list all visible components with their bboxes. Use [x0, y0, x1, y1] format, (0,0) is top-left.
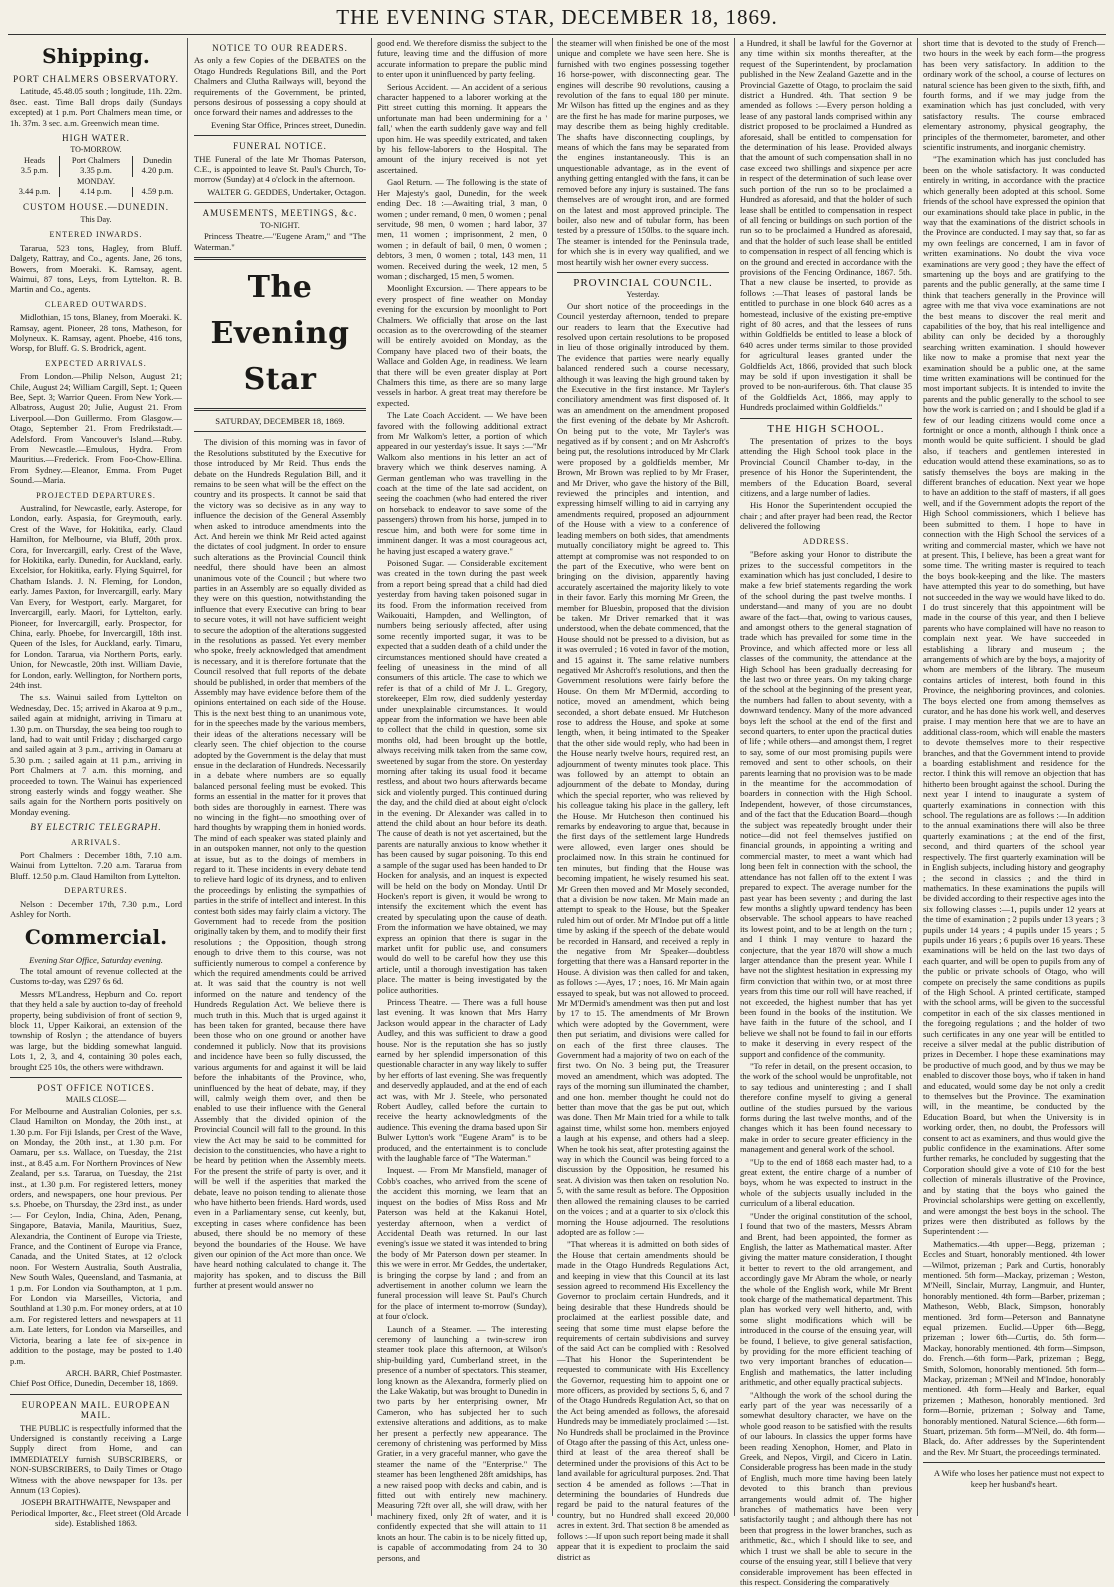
monday-label: MONDAY.: [77, 176, 115, 186]
tide-row: [10, 187, 182, 197]
prizes-text: Mathematics.—4th upper—Begg, prizeman ; Eccles and Stuart, honorably mentioned. 4th lower—Wilmot, prizeman ; Park and Curtis, honorably mentioned. 5th form—Mackay, prizeman ; Weston, M'Neill, Sinclair, Murray, Langmuir, and Hunter, honorably mentioned. 4th form—Barber, prizeman ; Matheson, Webb, Black, Simpson, honorably mentioned. 3rd form—Peterson and Bannatyne equal prizemen. Euclid.—Upper 6th—Begg, prizeman ; lower 6th—Curtis, do. 5th form—Mackay, honorably mentioned. 4th form—Simpson, do. French.—6th form—Park, prizeman ; Begg, Smith, Solomon, honorably mentioned. 5th form—Mackay, prizeman ; M'Neil and M'Indoe, honorably mentioned. 4th form—Healy and Barker, equal prizemen ; Matheson, honorably mentioned. 3rd form—Bornie, prizeman ; Solway and Tame, honorably mentioned. Natural Science.—6th form—Stuart, prizeman. 5th form—M'Neil, do. 4th form—Black, do. After addresses by the Superintendent and the Rev. Mr Stuart, the proceedings terminated.: [923, 1238, 1105, 1457]
european-mail-title: EUROPEAN MAIL. EUROPEAN MAIL.: [21, 1399, 171, 1421]
amusements-title: AMUSEMENTS, MEETINGS, &c.: [202, 208, 358, 219]
funeral-text: THE Funeral of the late Mr Thomas Paterson, C.E., is appointed to leave St. Paul's Church, To-morrow (Sunday) at 4 o'clock in the afternoon.: [194, 153, 366, 185]
entered-inwards-label: ENTERED INWARDS.: [49, 230, 143, 240]
expected-arrivals-text: From London.—Philip Nelson, August 21; Chile, August 24; William Cargill, Sept. 1; Queen Bee, Sept. 3; Warrior Queen. From New York.—Albatross, August 20; Julie, August 21. From Liverpool.—Don Guillermo. From Glasgow.—Otago, September 21. From Fredrikstadt.—Adelsford. From Vancouver's Island.—Ruby. From Newcastle.—Emulous, Hydra. From Mauritius.—Frederick. From Foo-Chow-Ellina. From Sydney.—Eleanor, Emma. From Puget Sound.—Maria.: [10, 371, 182, 486]
column-6: [923, 38, 1105, 1516]
tonight-label: TO-NIGHT.: [260, 220, 300, 230]
divider: [194, 408, 366, 411]
column-3: good end. We therefore dismiss the subject to the future, leaving time and the diffusion of more accurate information to prepare the public mind to enter upon it uninfluenced by party feeling. Serious Accident. — An accident of a serious character happened to a laborer working at the Pitt street cutting this morning. It appears the unfortunate man had been undermining for a ' fall,' when the earth suddenly gave way and fell upon him. He was speedily extricated, and taken by his fellow-laborers to the Hospital. The amount of the injury received is not yet ascertained. Gaol Return. — The following is the state of Her Majesty's gaol, Dunedin, for the week ending Dec. 18 :—Awaiting trial, 3 man, 0 women ; under remand, 0 men, 0 women ; penal servitude, 98 men, 0 women ; hard labor, 37 men, 11 women ; imprisonment, 2 men, 0 women ; in default of bail, 0 men, 0 women ; debtors, 3 men, 0 women ; total, 143 men, 11 women. Received during the week, 12 men, 5 woman ; discharged, 15 men, 5 women. Moonlight Excursion. — There appears to be every prospect of fine weather on Monday evening for the excursion by moonlight to Port Chalmers. We officially that arose on the last occasion as to the overcrowding of the steamer will be entirely avoided on Monday, as the Company have placed two of their boats, the Wallace and Golden Age, in readiness. We learn that there will be even greater display at Port Chalmers this time, as there are so many large vessels in harbor. A great treat may therefore be expected. The Late Coach Accident. — We have been favored with the following additional extract from Mr Walkom's letter, a portion of which appeared in our yesterday's issue. It says :—"Mr Walkom also mentions in his letter an act of bravery which we think deserves naming. A German gentleman who was travelling in the coach at the time of the late sad accident, on seeing the coachmen (who had entered the river on horseback to endeavor to save some of the passengers) thrown from his horse, jumped in to rescue him, and both were for some time in imminent danger. It was a most courageous act, he having just escaped a watery grave." Poisoned Sugar. — Considerable excitement was created in the town during the past week from a report being spread that a child had died yesterday from having taken poisoned sugar in its food. From the information received from Waikouaiti, Hampden, and Wellington, of numbers being seriously affected, after using some recently imported sugar, it was to be expected that a sudden death of a child under the circumstances mentioned should have created a feeling of uneasiness in the mind of all consumers of this article. The case to which we refer is that of a child of Mr J. L. Gregory, storekeeper, Elm row, died suddenly yesterday under unexplainable circumstances. It would appear from the information we have been able to collect that the child in question, some six months old, had been brought up the bottle, always receiving milk taken from the same cow, sweetened by sugar from the store. On yesterday morning after taking its usual food it became restless, and about two hours afterwards became sick and violently purged. This continued during the day, and the child died at about eight o'clock in the evening. Dr Alexander was called in to attend the child about an hour before its death. The cause of death is not yet ascertained, but the parents are naturally anxious to know whether it has been caused by sugar poisoning. To this end a sample of the sugar used has been handed to Dr Hocken for analysis, and an inquest is expected will be held on the body on Monday. Until Dr Hocken's report is given, it would be wrong to intensify the excitement which the event has created by speculating upon the cause of death. From the information we have obtained, we may express an opinion that there is sugar in the market unfit for public use, and consumers would do well to be careful how they use this article, until a thorough investigation has taken place. The matter is being investigated by the police authorities. Princess Theatre. — There was a full house last evening. It was known that Mrs Harry Jackson would appear in the character of Lady Audley, and this was sufficient to draw a good house. Nor is the reputation she has so justly earned by her splendid impersonation of this questionable character in any way likely to suffer by her efforts of last evening. She was frequently and deservedly applauded, and at the end of each act was, with Mr J. Steele, who personated Robert Audley, called before the curtain to receive the hearty acknowledgments of the audience. This evening the drama based upon Sir Bulwer Lytton's work "Eugene Aram" is to be produced, and the entertainment is to conclude with the laughable farce of "The Waterman." Inquest. — From Mr Mansfield, manager of Cobb's coaches, who arrived from the scene of the accident this morning, we learn that an inquest on the bodies of Miss Ross and Mr Paterson was held at the Kakanui Hotel, yesterday afternoon, when a verdict of Accidental Death was returned. In our last evening's issue we stated it was intended to bring the body of Mr Paterson down per steamer. In this we were in error. Mr Geddes, the undertaker, is bringing the corpse by land ; and from an advertisement in another column we learn the funeral procession will leave St. Paul's Church for the place of interment to-morrow (Sunday), at four o'clock. Launch of a Steamer. — The interesting ceremony of launching a twin-screw iron steamer took place this afternoon, at Wilson's ship-building yard, Cumberland street, in the presence of a number of spectators. This steamer, long known as the Alexandra, formerly plied on the Lake Wakatip, but was brought to Dunedin in two parts by her enterprising owner, Mr Cameron, who has subjected her to such extensive alterations and additions, as to make her present a perfectly new appearance. The ceremony of christening was performed by Miss Gratier, in a very graceful manner, who gave the steamer the name of the "Enterprise." The steamer has been lengthened 28ft amidships, has a new raised poop with decks and cabin, and is fitted out with entirely new machinery. Measuring 72ft over all, she will draw, with her machinery fixed, only 2ft of water, and it is confidently expected that she will attain to 11 knots an hour. The cabin is to be nicely fitted up, is capable of accommodating from 24 to 30 persons, and: [377, 38, 548, 1563]
notice-text: As only a few Copies of the DEBATES on the Otago Hundreds Regulations Bill, and the Port Chalmers and Clutha Railways will, beyond the requirements of the Government, be printed, persons desirous of possessing a copy should at once forward their names and addresses to the: [194, 55, 366, 118]
column-rule: [552, 38, 553, 1516]
commercial-text: The total amount of revenue collected at the Customs to-day, was £297 6s 6d.: [10, 965, 182, 987]
inquest-title: Inquest.: [387, 1165, 415, 1176]
high-school-intro: The presentation of prizes to the boys attending the High School took place in the Provincial Council Chamber to-day, in the presence of his Honor the Superintendent, the members of the Education Board, several citizens, and a large number of ladies.: [740, 436, 912, 499]
editorial-continued: good end. We therefore dismiss the subject to the future, leaving time and the diffusion of more accurate information to prepare the public mind to enter upon it uninfluenced by party feeling.: [377, 38, 547, 80]
notice-title: NOTICE TO OUR READERS.: [212, 43, 348, 53]
observatory-text: Latitude, 45.48.05 south ; longitude, 11h. 22m. 8sec. east. Time Ball drops daily (Sundays excepted) at 1 p.m. Port Chalmers mean time, or 1h. 37m. 3 sec. a.m. Greenwich mean time.: [10, 86, 182, 128]
sugar-title: Poisoned Sugar.: [387, 557, 445, 568]
notice-signature: Evening Star Office, Princes street, Dunedin.: [211, 119, 366, 130]
tide-cell: 4.20 p.m.: [132, 166, 182, 176]
masthead-title: THE EVENING STAR, DECEMBER 18, 1869.: [336, 5, 778, 29]
address-text: "The examination which has just concluded has been on the whole satisfactory. It was conducted entirely in writing, in accordance with the practice which generally been adopted at this school. Some friends of the school have expressed the opinion that our examinations should take place in public, in the way that the examinations of the district schools in the Province are conducted. I may say that, so far as my own feelings are concerned, I am in favor of written examinations. No doubt the viva voce examinations are very good ; they have the effect of smartening up the boys and are gratifying to the parents and the public generally, at the same time I think that teachers generally in the Province will agree with me that viva voce examinations are not the best means to discover the real merit and capabilities of the boy, that his real intelligence and ability can only be decided by a thoroughly searching written examination. I should however like now to make a promise that next year the examination should be a public one, at the same time written examinations will be continued for the most important subjects. It is intended to invite the parents and the public generally to the school to see how the work is carried on ; and I should be glad if a few of our leading citizens would come once a fortnight or once a month, although I think once a month would be quite sufficient. I should be glad also, if teachers and gentlemen interested in education would attend these examinations, so as to satisfy themselves the boys are making in the different branches of education. Next year we hope to have an addition to the staff of masters, if all goes well, and if the Government adopts the report of the High School commissioners, which I believe has been submitted to them. I hope to have in connection with the High School the services of a writing and commercial master, which we have not at present. This, I believe, has been a great want for some time. The writing master is required to teach the boys book-keeping and the like. The masters have attempted this year to do something, but have not succeeded in the way we would have liked to do. I do trust sincerely that this appointment will be made in the course of this year, and then I believe parents who have complained will have no reason to complain next year. We have succeeded in establishing a library and museum ; the arrangements of which are by the boys, a majority of whom are members of the library. The museum contains articles of interest, both found in this Province, the neighboring provinces, and colonies. The boys elected one from among themselves as curator, and he has done his work well, and deserves praise. I may mention here that we are to have an additional class-room, which will enable the masters to devote themselves more to their respective branches, and that the Government intend to provide a boarding establishment and residence for the rector. I think this will remove an objection that has hitherto been brought against the school. During the next year I intend to inaugurate a system of quarterly examinations in connection with this school. The regulations are as follows :—In addition to the annual examinations there will also be three quarterly examinations ; at the end of the first, second, and third quarters of the school year respectively. The first quarterly examination will be in English subjects, including history and geography ; the second in classics ; and the third in mathematics. In these examinations the pupils will be divided according to their respective ages into the six following classes :—1, pupils under 12 years at the time of examination ; 2 pupils under 13 years ; 3 pupils under 14 years ; 4 pupils under 15 years ; 5 pupils under 16 years ; 6 pupils over 16 years. These examinations will be held on the last two days of each quarter, and will be open to pupils from any of the public or private schools of Otago, who will compete on precisely the same conditions as pupils of the High School. A printed certificate, stamped with the school arms, will be given to the successful competitor in each of the six classes mentioned in the foregoing regulations ; and the holder of two such certificates in any one year will be entitled to receive a silver medal at the public distribution of prizes in December. I hope these examinations may be productive of much good, and by thus we may be enabled to discover those boys, who if taken in hand and educated, would some day be not only a credit to themselves but the Province. The examination will, in the meantime, be conducted by the Education Board, but when the University is in working order, then, no doubt, the Professors will consent to act as examiners, and thus would give the public confidence in the examinations. After some further remarks, he concluded by suggesting that the Corporation should give a vote of £10 for the best collection of minerals illustrative of the Province, and by stating that the boys who gained the Provincial scholarships were getting on excellently, and were amongst the best boys in the school. The prizes were then distributed as follows by the Superintendent :—: [923, 154, 1105, 1237]
this-day-label: This Day.: [80, 214, 112, 224]
column-4: [557, 38, 729, 1562]
high-water-title: HIGH WATER.: [62, 133, 130, 144]
divider: [923, 1462, 1105, 1463]
cleared-outwards-label: CLEARED OUTWARDS.: [44, 299, 148, 309]
accident-text: An accident of a serious character happened to a laborer working at the Pitt street cutting this morning. It appears the unfortunate man had been undermining for a ' fall,' when the earth suddenly gave way and fell upon him. He was speedily extricated, and taken by his fellow-laborers to the Hospital. The amount of the injury received is not yet ascertained.: [377, 81, 548, 175]
divider: [10, 1394, 182, 1395]
launch-continued: the steamer will when finished be one of the most unique and complete we have seen here. She is furnished with two engines possessing together 16 horse-power, with disconnecting gear. The engines will describe 90 revolutions, causing a revolution of the fans to equal 180 per minute. Mr Wilson has fitted up the engines and as they are the first he has made for marine purposes, we may describe them as being highly creditable. The shafts have disconnecting couplings, by means of which the fans may be separated from the engines instantaneously. This is an unquestionable advantage, as in the event of anything getting entangled with the fans, it can be removed before any injury is sustained. The fans themselves are of wrought iron, and are formed on the latest and most approved principle. The boiler, also new and of tubular form, has been tested by a pressure of 150lbs. to the square inch. The steamer is intended for the Peninsula trade, for which she is in every way qualified, and we most heartily wish her owner every success.: [557, 38, 729, 267]
resolution-text: "That whereas it is admitted on both sides of the House that certain amendments should be made in the Otago Hundreds Regulations Act, and keeping in view that this Council at its last session agreed to recommend His Excellency the Governor to proclaim certain Hundreds, and it being desirable that these Hundreds should be proclaimed at the earliest possible date, and seeing that some time must elapse before the requirements of certain subdivisions and survey of the said Act can be complied with : Resolved—That his Honor the Superintendent be requested to communicate with His Excellency the Governor, requesting him to appoint one or more officers, as provided by sections 5, 6, and 7 of the Otago Hundreds Regulation Act, so that on the Act being amended as follows, the aforesaid Hundreds may be immediately proclaimed :—1st. No Hundreds shall be proclaimed in the Province of Otago after the passing of this Act, unless one-third at least of the area thereof shall be determined under the provisions of this Act to be land available for agricultural purposes. 2nd. That section 4 be amended as follows :—That in determining the boundaries of Hundreds due regard be paid to the natural features of the country, but no Hundred shall exceed 20,000 acres in extent. 3rd. That section 8 be amended as follows :—If upon such report being made it shall appear that it is expedient to proclaim the said district as: [557, 1239, 729, 1562]
moonlight-title: Moonlight Excursion.: [387, 283, 464, 294]
cleared-outwards-text: Midlothian, 15 tons, Blaney, from Moeraki. K. Ramsay, agent. Pioneer, 28 tons, Matheson, for Molyneux. K. Ramsay, agent. Phoebe, 416 tons, Worsp, for Bluff. G. S. Brodrick, agent.: [10, 312, 182, 354]
tide-cell: 3.5 p.m.: [20, 166, 49, 176]
accident-title: Serious Accident.: [387, 81, 449, 92]
coach-text: We have been favored with the following additional extract from Mr Walkom's letter, a portion of which appeared in our yesterday's issue. It says :—"Mr Walkom also mentions in his letter an act of bravery which we think deserves naming. A German gentleman who was travelling in the coach at the time of the late sad accident, on seeing the coachmen (who had entered the river on horseback to endeavor to save some of the passengers) thrown from his horse, jumped in to rescue him, and both were for some time in imminent danger. It was a most courageous act, he having just escaped a watery grave.": [377, 410, 547, 556]
address-text: "Up to the end of 1868 each master had, to a great extent, the entire charge of a number of boys, whom he was expected to instruct in the whole of the subjects usually included in the curriculum of a liberal education.: [740, 1156, 912, 1209]
dateline: SATURDAY, DECEMBER 18, 1869.: [215, 415, 345, 426]
divider: [557, 272, 729, 273]
top-rule: [8, 34, 1106, 35]
section-commercial-title: Commercial.: [24, 925, 168, 950]
divider: [194, 431, 366, 432]
divider: [10, 1077, 182, 1078]
gaol-text: The following is the state of Her Majesty's gaol, Dunedin, for the week ending Dec. 18 :—Awaiting trial, 3 man, 0 women ; under remand, 0 men, 0 women ; penal servitude, 98 men, 0 women ; hard labor, 37 men, 11 women ; imprisonment, 2 men, 0 women ; in default of bail, 0 men, 0 women ; debtors, 3 men, 0 women ; total, 143 men, 11 women. Received during the week, 12 men, 5 woman ; discharged, 15 men, 5 women.: [377, 177, 547, 281]
observatory-title: PORT CHALMERS OBSERVATORY.: [13, 74, 179, 84]
divider: [194, 257, 366, 260]
launch-title: Launch of a Steamer.: [387, 1323, 472, 1334]
moonlight-text: There appears to be every prospect of fine weather on Monday evening for the excursion by moonlight to Port Chalmers. We officially that arose on the last occasion as to the overcrowding of the steamer will be entirely avoided on Monday, as the Company have placed two of their boats, the Wallace and Golden Age, in readiness. We learn that there will be even greater display at Port Chalmers this time, as there are so many large vessels in harbor. A great treat may therefore be expected.: [377, 283, 547, 408]
nameplate: The Evening Star: [210, 269, 350, 397]
column-5: [740, 38, 912, 1587]
address-text: "To refer in detail, on the present occasion, to the work of the school would be unprofitable, not to say tedious and uninteresting ; and I shall therefore confine myself to giving a general outline of the studies pursued by the various forms during the last twelve months, and of the changes which it has been found necessary to make in order to secure greater efficiency in the management and general work of the school.: [740, 1061, 912, 1155]
departures-text: Nelson : December 17th, 7.30 p.m., Lord Ashley for North.: [10, 898, 182, 920]
arrivals-label: ARRIVALS.: [71, 837, 121, 847]
address-text: "Before asking your Honor to distribute the prizes to the successful competitors in the examination which has just concluded, I desire to make a few brief statements regarding the work of the school during the past twelve months. I understand—and many of you are no doubt aware of the fact—that, owing to various causes, and amongst others to the general stagnation of trade which has prevailed for some time in the Province, and which affected more or less all classes of the community, the attendance at the High School has been gradually decreasing for the last two or three years. On my taking charge of the school at the beginning of the present year, the numbers had fallen to about seventy, with a downward tendency. Many of the more advanced boys left the school at the end of the first and second quarters, to enter upon the practical duties of life ; while others—and amongst them, I regret to say, some of our most promising pupils were removed and sent to other schools, on their parents learning that no provision was to be made in the meantime for the accommodation of boarders in connection with the High School. Independent, however, of those circumstances, and of the fact that the Education Board—though the subject was repeatedly brought under their notice—did not feel themselves justified on financial grounds, in appointing a writing and commercial master, to meet a want which had long been felt in connection with the school, the attendance has not fallen off to the extent I was prepared to expect. The average number for the past year has been seventy ; and during the last few months a slightly upward tendency has been observable. The school appears to have reached its lowest point, and to be at length on the turn ; and I think I may venture to hazard the conjecture, that the year 1870 will show a much larger attendance than the present year. While I have not the slightest hesitation in expressing my firm conviction that within two, or at most three years from this time our roll will have reached, if not exceeded, the highest number that has yet been found in the books of the institution. We have faith in the future of the school, and I believe we shall not be found to fail in our efforts to make it deserving in every respect of the support and confidence of the community.: [740, 549, 912, 1059]
post-signature-date: Chief Post Office, Dunedin, December 18, 1869.: [10, 1378, 178, 1389]
high-school-intro: His Honor the Superintendent occupied the chair ; and after prayer had been read, the Rector delivered the following: [740, 500, 912, 532]
column-2: [194, 38, 366, 1516]
entered-inwards-text: Tararua, 523 tons, Hagley, from Bluff. Dalgety, Rattray, and Co., agents. Jane, 26 tons, Bowers, from Moeraki. K. Ramsay, agent. Waimui, 87 tons, Leys, from Lyttelton. R. B. Martin and Co., agents.: [10, 242, 182, 295]
tide-cell: 4.14 p.m.: [60, 187, 133, 197]
tide-cell: 3.44 p.m.: [18, 187, 51, 197]
divider: [194, 202, 366, 203]
customs-title: CUSTOM HOUSE.—DUNEDIN.: [22, 202, 170, 213]
council-title: PROVINCIAL COUNCIL.: [573, 276, 713, 289]
post-office-title: POST OFFICE NOTICES.: [37, 1082, 155, 1093]
column-rule: [917, 38, 918, 1516]
funeral-title: FUNERAL NOTICE.: [233, 141, 327, 152]
tide-header-row: [10, 156, 182, 166]
european-mail-text: THE PUBLIC is respectfully informed that the Undersigned is constantly receiving a Large Supply direct from Home, and can IMMEDIATELY furnish SUBSCRIBERS, or NON-SUBSCRIBERS, to Daily Times or Otago Witness with the above newspaper for 13s. per Annum (13 Copies).: [10, 1422, 182, 1495]
tide-header: Heads: [24, 155, 45, 165]
mails-close-label: MAILS CLOSE—: [65, 1095, 127, 1105]
departures-label: DEPARTURES.: [64, 886, 128, 896]
high-school-title: THE HIGH SCHOOL.: [767, 422, 885, 435]
amusements-text: Princess Theatre.—"Eugene Aram," and "The Waterman.": [194, 231, 366, 252]
tide-header: Dunedin: [132, 156, 182, 166]
resolution-continued: a Hundred, it shall be lawful for the Governor at any time within six months thereafter, at the request of the Superintendent, by proclamation published in the New Zealand Gazette and in the Provincial Gazette of Otago, to proclaim the said district a Hundred. 4th. That section 9 be amended as follows :—Every person holding a lease of any pastoral lands comprised within any district proposed to be proclaimed a Hundred as aforesaid, shall be entitled to compensation for the determination of his lease. Provided always that the amount of such compensation shall in no case exceed two shillings and sixpence per acre in respect of the determination of such lease over such portion of the run so to be proclaimed a Hundred as aforesaid, and that the holder of such lease shall be entitled to compensation in respect of all fencing or buildings on such portion of the run so to be proclaimed a Hundred as aforesaid, and that the holder of such lease shall be entitled to compensation in respect of all fencing which is on the ground and erected in accordance with the provisions of the Fencing Ordinance, 1867. 5th. That a new clause be inserted, to provide as follows :—That leases of pastoral lands be entitled to purchase in one block 640 acres as a homestead, inclusive of the existing pre-emptive right of 80 acres, and that the lessees of runs within Goldfields be entitled to lease a block of 640 acres under terms similar to those provided for agricultural leases granted under the Goldfields Act, 1866, provided that such block may be sold if upon investigation it shall be proved to be non-auriferous. 6th. That clause 35 of the Goldfields Act, 1866, may apply to Hundreds proclaimed within Goldfields.": [740, 38, 912, 413]
tide-day-row: [10, 177, 182, 187]
expected-arrivals-label: EXPECTED ARRIVALS.: [45, 358, 147, 368]
council-text: Our short notice of the proceedings in the Council yesterday afternoon, tended to prepare our readers to learn that the Executive had resolved upon certain resolutions to be proposed in lieu of those originally introduced by them. The evidence that parties were nearly equally balanced rendered such a course necessary, although it was leaving the high ground taken by the Executive in the first instance. Mr Tayler's conciliatory amendment was first disposed of. It was an amendment on the amendment proposed the first evening of the debate by Mr Ashcroft. On being put to the vote, Mr Tayler's was negatived as if by consent ; and on Mr Ashcroft's being put, the resolutions introduced by Mr Clark were proposed by a goldfields member, Mr Brown, Mr Brown was replied to by Mr Fraser, and Mr Driver, who gave the history of the Bill, reviewed the principles and intention, and expressing himself willing to aid in carrying any amendments required, proposed an adjournment of the House with a view to a conference of leading members on both sides, that amendments mutually conciliatory might be agreed to. This attempt at compromise was not responded to on the part of the Executive, who were bent on bringing on the division, apparently having accurately ascertained the majority likely to vote in their favor. Early this morning Mr Green, the member for Bluesbin, proposed that the division be taken. Mr Driver remarked that it was understood, when the debate commenced, that the House should not be pressed to a division, but as it was overruled ; 16 voted in favor of the motion, and 15 against it. The same relative numbers negatived Mr Ashcroft's resolutions, and then the Government resolutions were fairly before the House. On them Mr M'Dermid, according to notice, moved an amendment, which being seconded, a short debate ensued. Mr Hutcheson rose to address the House, and spoke at some length, when, it being intimated to the Speaker that the other side would reply, who had been in the House nearly twelve hours, required rest, an adjournment of twenty minutes took place. This was followed by an attempt to obtain an adjournment of the debate to Monday, during which the special reporter, who was relieved by his colleague taking his place in the gallery, left the House. Mr Hutcheson then continued his remarks by endeavoring to argue that, because in the first days of the settlement large Hundreds were allowed, even larger ones should be proclaimed now. In this strain he continued for ten minutes, but finding that the House was becoming impatient, he wisely resumed his seat. Mr Green then moved and Mr Mosely seconded, that a division be now taken. Mr Main made an attempt to speak to the House, but the Speaker ruled him out of order. Mr M'Indoe put off a little time by asking if the speech of the debate would be recorded in Hansard, and received a reply in the negative from Mr Speaker—doubtless forgetting that there was a Hansard reporter in the House. A division was then called for and taken, as follows :—Ayes, 17 ; noes, 16. Mr Main again essayed to speak, but was not allowed to proceed. Mr M'Dermid's amendment was then put and lost by 17 to 15. The amendments of Mr Brown which were adopted by the Government, were then put seriatim, and divisions were called for on each of the first three clauses. The Government had a majority of two on each of the first two. On No. 3 being put, the Treasurer moved an amendment, which was adopted. The rays of the morning sun illuminated the chamber, and one hon. member thought he could not do better than move that the gas be put out, which was done. Then Mr Main tried for a while to talk against time, whilst some hon. members enjoyed a laugh at his expense, and others had a sleep. When he took his seat, after protesting against the way in which the Council was being forced to a discussion by the Opposition, he resumed his seat. A division was then taken on resolution No. 5, with the same result as before. The Opposition then allowed the remaining clauses to be carried on the voices ; and at a quarter to six o'clock this morning the House adjourned. The resolutions adopted are as follow :—: [557, 300, 729, 1237]
tide-row: [10, 166, 182, 176]
inquest-text: From Mr Mansfield, manager of Cobb's coaches, who arrived from the scene of the accident this morning, we learn that an inquest on the bodies of Miss Ross and Mr Paterson was held at the Kakanui Hotel, yesterday afternoon, when a verdict of Accidental Death was returned. In our last evening's issue we stated it was intended to bring the body of Mr Paterson down per steamer. In this we were in error. Mr Geddes, the undertaker, is bringing the corpse by land ; and from an advertisement in another column we learn the funeral procession will leave St. Paul's Church for the place of interment to-morrow (Sunday), at four o'clock.: [377, 1165, 547, 1322]
post-signature: ARCH. BARR, Chief Postmaster.: [65, 1367, 182, 1378]
tide-cell: 3.35 p.m.: [60, 166, 133, 176]
column-rule: [371, 38, 372, 1516]
telegraph-title: BY ELECTRIC TELEGRAPH.: [30, 822, 162, 833]
editorial-text: The division of this morning was in favor of the Resolutions substituted by the Executive for those introduced by Mr Reid. Thus ends the debate on the Hundreds Regulation Bill, and it remains to be seen what will be the effect on the country and its prospects. It cannot be said that the victory was so decisive as in any way to influence the decision of the General Assembly when asked to introduce amendments into the Act. And herein we think Mr Reid acted against the dictates of cool judgment. In order to ensure such alterations as the Provincial Council think needful, there should have been an almost unanimous vote of the Council ; but where two parties in an Assembly are so equally divided as they were on this question, notwithstanding the influence that every Executive can bring to bear to secure votes, it will not have sufficient weight to secure the adoption of the alterations suggested in the resolutions as passed. Yet every member who spoke, freely acknowledged that amendment is necessary, and it is therefore fortunate that the Council resolved that full reports of the debate should be published, in order that members of the Assembly may have evidence before them of the opinions entertained on each side of the House. This is the next best thing to an unanimous vote, for in the speeches made by the various members, their ideas of the alterations necessary will be clearly seen. The chief objection to the course adopted by the Government is the delay that must ensue in the declaration of Hundreds. Necessarily in a debate where numbers are so equally balanced personal feeling must be evoked. This forms an essential in the matter for it proves that both sides are thoroughly in earnest. There was no wincing in the fight—no smoothing over of hard thoughts by wrapping them in honied words. The mind of each speaker was stated plainly and in an outspoken manner, not only to the question at issue, but as to the doings of members in regard to it. These incidents in every debate tend to relieve hard logic of its dryness, and to enliven the proceedings by enlisting the sympathies of parties in the strife of intellect and interest. In this contest both sides may fairly claim a victory. The Government had to recede from the position originally taken by them, and to modify their first resolutions ; the Opposition, though strong enough to drive them to this course, was not sufficiently numerous to compel a conference by which the required amendments could be arrived at. It was said that the country is not well informed on the nature and tendency of the Hundreds Regulation Act. We believe there is much truth in this. Much that is urged against it has been taken for granted, because there have been those who on one ground or another have condemned it publicly. Now that its provisions and incidence have been so fully discussed, the various arguments for and against it will be laid before the inhabitants of the Province, who, uninfluenced by the heat of debate, may, if they will, calmly weigh them over, and then be enabled to use their influence with the General Assembly that the divided opinion of the Provincial Council will fall to the ground. In this view the Act may be said to be committed for decision to the constituencies, who have a right to be heard by petition when the Assembly meets. For the present the strife of party is over, and it will be well if the asperities that marked the debate, leave no poison tending to alienate those who have hitherto been friends. Hard words, used even in a Parliamentary sense, cut keenly, but, excepting in cases where confidence has been abused, there should be no memory of these beyond the boundaries of the House. We have given our opinion of the Act more than once. We have heard nothing calculated to change it. The majority has spoken, and to discuss the Bill further at present would answer no: [194, 437, 366, 1291]
european-mail-signature: JOSEPH BRAITHWAITE, Newspaper and Periodical Importer, &c., Fleet street (Old Arcade side). Established 1863.: [10, 1497, 182, 1529]
theatre-text: There was a full house last evening. It was known that Mrs Harry Jackson would appear in the character of Lady Audley, and this was sufficient to draw a good house. Nor is the reputation she has so justly earned by her splendid impersonation of this questionable character in any way likely to suffer by her efforts of last evening. She was frequently and deservedly applauded, and at the end of each act was, with Mr J. Steele, who personated Robert Audley, called before the curtain to receive the hearty acknowledgments of the audience. This evening the drama based upon Sir Bulwer Lytton's work "Eugene Aram" is to be produced, and the entertainment is to conclude with the laughable farce of "The Waterman.": [377, 996, 547, 1164]
column-rule: [187, 38, 188, 1516]
tide-table: [10, 156, 182, 198]
council-subtitle: Yesterday.: [626, 290, 660, 300]
commercial-subtitle: Evening Star Office, Saturday evening.: [29, 955, 163, 966]
closing-quip: A Wife who loses her patience must not expect to keep her husband's heart.: [933, 1468, 1105, 1489]
theatre-title: Princess Theatre.: [387, 996, 448, 1007]
post-office-text: For Melbourne and Australian Colonies, per s.s. Claud Hamilton on Monday, the 20th inst., at 1.30 p.m. For Fiji Islands, per Crest of the Wave, on Monday, the 20th inst., at 1.30 p.m. For Oamaru, per s.s. Wallace, on Tuesday, the 21st inst., at 8.45 a.m. For Northern Provinces of New Zealand, per s.s. Tararua, on Tuesday, the 21st inst., at 1.30 p.m. For registered letters, money orders, and newspapers, one hour previous. Per s.s. Phoebe, on Thursday, the 23rd inst., as under :— For Ceylon, India, China, Aden, Penang, Singapore, Batavia, Manila, Mauritius, Suez, Alexandria, the Continent of Europe via Trieste, France, and the Continent of Europe via France, Canada, and the United States, at 12 o'clock noon. For Western Australia, South Australia, New South Wales, Queensland, and Tasmania, at 1 p.m. For London via Southampton, at 1 p.m. For London via Marseilles, Victoria, and Southland at 1.30 p.m. For money orders, at at 10 a.m. For registered letters and newspapers at 11 a.m. Late letters, for London via Marseilles, and Victoria, bearing a late fee of six-pence in addition to the postage, may be posted to 1.40 p.m.: [10, 1105, 182, 1366]
column-rule: [734, 38, 735, 1516]
commercial-text: Messrs M'Landress, Hepburn and Co. report that they held a sale by auction to-day of freehold property, being subdivision of front of section 9, block 11, Upper Kaikorai, an extension of the township of Roslyn ; the attendance of buyers was large, but the bidding somewhat languid. Lots 1, 2, 3, and 4, containing 30 poles each, brought £25 10s, the others were withdrawn.: [10, 988, 182, 1072]
gaol-title: Gaol Return.: [387, 177, 433, 188]
launch-text: The interesting ceremony of launching a twin-screw iron steamer took place this afternoon, at Wilson's ship-building yard, Cumberland street, in the presence of a number of spectators. This steamer, long known as the Alexandra, formerly plied on the Lake Wakatip, but was brought to Dunedin in two parts by her enterprising owner, Mr Cameron, who has subjected her to such extensive alterations and additions, as to make her present a perfectly new appearance. The ceremony of christening was performed by Miss Gratier, in a very graceful manner, who gave the steamer the name of the "Enterprise." The steamer has been lengthened 28ft amidships, has a new raised poop with decks and cabin, and is fitted out with entirely new machinery. Measuring 72ft over all, she will draw, with her machinery fixed, only 2ft of water, and it is confidently expected that she will attain to 11 knots an hour. The cabin is to be nicely fitted up, is capable of accommodating from 24 to 30 persons, and: [377, 1323, 547, 1563]
divider: [194, 135, 366, 136]
projected-departures-text: Australind, for Newcastle, early. Asterope, for London, early. Aspasia, for Greymouth, early. Crest of the Wave, for Hokitika, early. Claud Hamilton, for Melbourne, via Bluff, 20th prox. Cora, for Invercargill, early. Crest of the Wave, for Hokitika, early. Dunedin, for Auckland, early. Excelsior, for Hokitika, early. Flying Squirrel, for Chatham Islands. J. N. Fleming, for London, early. James Paxton, for Invercargill, early. Mary Van Every, for Westport, early. Margaret, for Invercargill, early. Maori, for Lyttelton, early. Pioneer, for Invercargill, early. Prospector, for China, early. Phoebe, for Invercargill, 18th inst. Queen of the Isles, for Auckland, early. Timaru, for London. Tararua, via Northern Ports, early. Union, for Newcastle, 20th inst. William Davie, for London, early. Wellington, for Northern ports, 24th inst.: [10, 503, 182, 690]
divider: [740, 418, 912, 419]
sugar-text: Considerable excitement was created in the town during the past week from a report being spread that a child had died yesterday from having taken poisoned sugar in its food. From the information received from Waikouaiti, Hampden, and Wellington, of numbers being seriously affected, after using some recently imported sugar, it was to be expected that a sudden death of a child under the circumstances mentioned should have created a feeling of uneasiness in the mind of all consumers of this article. The case to which we refer is that of a child of Mr J. L. Gregory, storekeeper, Elm row, died suddenly yesterday under unexplainable circumstances. It would appear from the information we have been able to collect that the child in question, some six months old, had been brought up the bottle, always receiving milk taken from the same cow, sweetened by sugar from the store. On yesterday morning after taking its usual food it became restless, and about two hours afterwards became sick and violently purged. This continued during the day, and the child died at about eight o'clock in the evening. Dr Alexander was called in to attend the child about an hour before its death. The cause of death is not yet ascertained, but the parents are naturally anxious to know whether it has been caused by sugar poisoning. To this end a sample of the sugar used has been handed to Dr Hocken for analysis, and an inquest is expected will be held on the body on Monday. Until Dr Hocken's report is given, it would be wrong to intensify the excitement which the event has created by speculating upon the cause of death. From the information we have obtained, we may express an opinion that there is sugar in the market unfit for public use, and consumers would do well to be careful how they use this article, until a thorough investigation has taken place. The matter is being investigated by the police authorities.: [377, 557, 547, 995]
address-text: "Although the work of the school during the early part of the year was necessarily of a somewhat desultory character, we have on the whole good reason to be satisfied with the results of our labours. In classics the upper forms have been reading Xenophon, Homer, and Plato in Greek, and Nepos, Virgil, and Cicero in Latin. Considerable progress has been made in the study of English, much more time having been lately devoted to this branch than previous arrangements would admit of. The higher branches of mathematics have been very satisfactorily taught ; and although there has not been that progress in the lower branches, such as arithmetic, &c., which I should like to see, and which I trust we shall be able to secure in the course of the ensuing year, still I believe that very considerable improvement has been effected in this respect. Considering the comparatively: [740, 1389, 912, 1587]
address-text: "Under the original constitution of the school, I found that two of the masters, Messrs Abram and Brent, had been appointed, the former as English, the latter as Mathematical master. After giving the matter mature consideration, I thought it better to revert to the old arrangement, and accordingly gave Mr Abram the whole, or nearly the whole of the English work, while Mr Brent took charge of the mathematical department. This plan has worked very well hitherto, and, with some slight modifications which will be introduced in the course of the ensuing year, will be found, I believe, to give general satisfaction, by providing for the more efficient teaching of two very important branches of education—English and mathematics, the latter including arithmetic, and other equally practical subjects.: [740, 1210, 912, 1388]
arrivals-text: Port Chalmers : December 18th, 7.10 a.m. Wainui from Lyttelton. 7.20 a.m. Tararua from Bluff. 12.50 p.m. Claud Hamilton from Lyttelton.: [10, 850, 182, 881]
tide-header: Port Chalmers: [60, 156, 133, 166]
address-label: ADDRESS.: [802, 536, 850, 546]
masthead: [0, 0, 1114, 34]
tide-cell: 4.59 p.m.: [132, 187, 182, 197]
projected-departures-label: PROJECTED DEPARTURES.: [36, 490, 156, 500]
funeral-signature: WALTER G. GEDDES, Undertaker, Octagon.: [207, 186, 366, 197]
tomorrow-label: TO-MORROW.: [70, 145, 122, 155]
coach-title: The Late Coach Accident.: [387, 410, 481, 421]
section-shipping-title: Shipping.: [42, 44, 150, 68]
address-continued: short time that is devoted to the study of French—two hours in the week by each form—the progress has been very satisfactory. In addition to the ordinary work of the school, a course of lectures on natural science has been given to the sixth, fifth, and fourth forms, and if we may judge from the examination which has just concluded, with very satisfactory results. The course embraced elementary astronomy, physical geography, the principles of the thermometer, barometer, and other scientific instruments, and inorganic chemistry.: [923, 38, 1105, 153]
column-1: [10, 38, 182, 1529]
shipping-news-text: The s.s. Wainui sailed from Lyttelton on Wednesday, Dec. 15; arrived in Akaroa at 9 p.m., sailed again at midnight, arriving in Timaru at 1.30 p.m. on Thursday, the sea being too rough to land, had to wait until Friday ; discharged cargo and sailed again at 3 p.m., arriving in Oamaru at 5.30 p.m. ; sailed again at 11 p.m., arriving in Port Chalmers at 7 a.m. this morning, and proceeded to town. The Wainui has experienced strong easterly winds and foggy weather. She sails again for the Northern ports positively on Monday evening.: [10, 692, 182, 817]
